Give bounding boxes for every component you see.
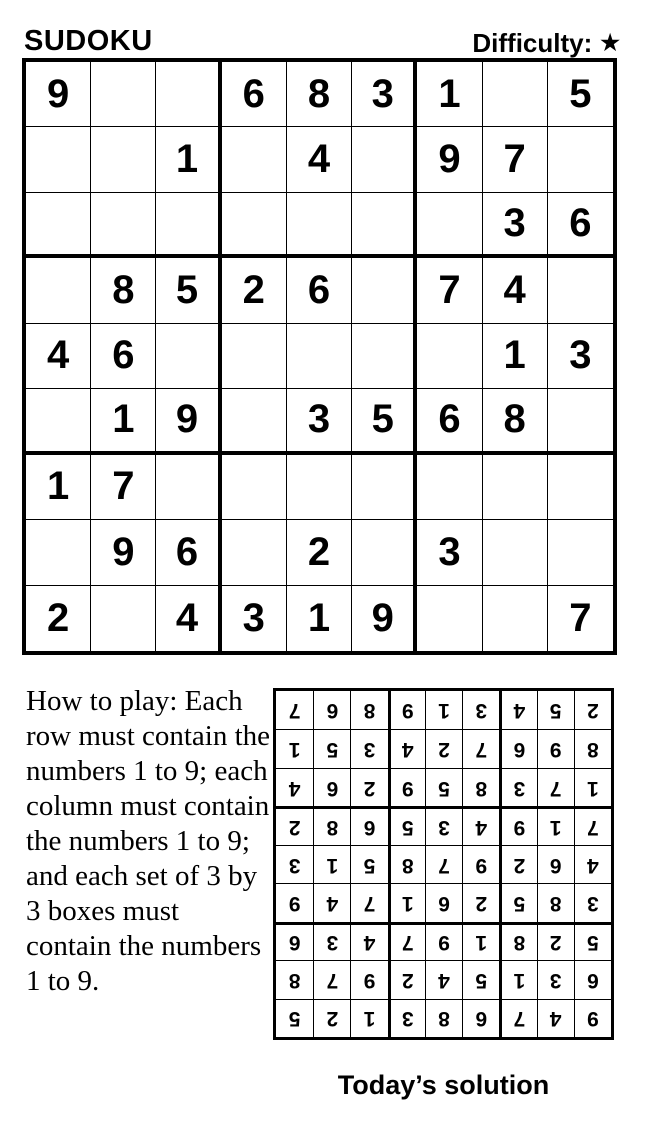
solution-cell-r9-c9: 7 [288, 699, 301, 723]
solution-cell-r6-c2: 1 [537, 806, 574, 844]
sudoku-cell-r4-c3[interactable]: 5 [156, 258, 221, 323]
sudoku-cell-r1-c8[interactable] [483, 62, 548, 127]
sudoku-cell-r7-c7[interactable] [417, 455, 482, 520]
solution-cell-r7-c3: 3 [499, 768, 536, 806]
sudoku-cell-r5-c4[interactable] [222, 324, 287, 389]
sudoku-cell-r5-c7[interactable] [417, 324, 482, 389]
how-to-play-text: How to play: Each row must contain the numbers 1 to 9; each column must contain the numbers 1 to 9; and each set of 3 by 3 boxes must contain the numbers 1 to 9. [26, 685, 271, 997]
sudoku-cell-r7-c2[interactable]: 7 [91, 455, 156, 520]
sudoku-cell-r6-c4[interactable] [222, 389, 287, 454]
sudoku-cell-r6-c8[interactable]: 8 [483, 389, 548, 454]
sudoku-cell-r6-c1[interactable] [26, 389, 91, 454]
sudoku-cell-r4-c2[interactable]: 8 [91, 258, 156, 323]
sudoku-cell-r7-c3[interactable] [156, 455, 221, 520]
solution-cell-r9-c8: 6 [313, 691, 350, 729]
solution-cell-r4-c4: 2 [462, 883, 499, 921]
sudoku-cell-r9-c6[interactable]: 9 [352, 586, 417, 651]
sudoku-cell-r4-c7[interactable]: 7 [417, 258, 482, 323]
sudoku-cell-r1-c9[interactable]: 5 [548, 62, 613, 127]
sudoku-cell-r9-c7[interactable] [417, 586, 482, 651]
sudoku-cell-r1-c7[interactable]: 1 [417, 62, 482, 127]
solution-cell-r9-c3: 4 [499, 691, 536, 729]
sudoku-cell-r9-c2[interactable] [91, 586, 156, 651]
solution-grid-rotated [273, 688, 614, 1040]
solution-cell-r6-c9: 2 [276, 806, 313, 844]
sudoku-cell-r1-c2[interactable] [91, 62, 156, 127]
solution-cell-r4-c3: 5 [499, 883, 536, 921]
solution-cell-r3-c9: 6 [276, 922, 313, 960]
sudoku-cell-r5-c3[interactable] [156, 324, 221, 389]
sudoku-cell-r2-c1[interactable] [26, 127, 91, 192]
solution-cell-r1-c3: 7 [499, 999, 536, 1037]
solution-cell-r9-c2: 5 [537, 691, 574, 729]
solution-cell-r4-c6: 1 [388, 883, 425, 921]
sudoku-cell-r2-c2[interactable] [91, 127, 156, 192]
solution-label: Today’s solution [337, 1070, 550, 1100]
solution-cell-r2-c5: 4 [425, 960, 462, 998]
sudoku-cell-r6-c2[interactable]: 1 [91, 389, 156, 454]
solution-cell-r7-c1: 1 [574, 768, 611, 806]
star-icon: ★ [600, 30, 620, 55]
sudoku-cell-r3-c5[interactable] [287, 193, 352, 258]
solution-cell-r6-c4: 4 [462, 806, 499, 844]
solution-cell-r8-c4: 7 [462, 729, 499, 767]
sudoku-cell-r1-c5[interactable]: 8 [287, 62, 352, 127]
solution-cell-r5-c8: 1 [313, 845, 350, 883]
solution-cell-r9-c1: 2 [574, 691, 611, 729]
solution-cell-r7-c2: 7 [537, 768, 574, 806]
solution-cell-r6-c5: 3 [425, 806, 462, 844]
sudoku-cell-r9-c8[interactable] [483, 586, 548, 651]
sudoku-cell-r9-c9[interactable]: 7 [569, 595, 592, 640]
solution-cell-r1-c7: 1 [350, 999, 387, 1037]
sudoku-cell-r1-c3[interactable] [156, 62, 221, 127]
solution-cell-r2-c8: 7 [313, 960, 350, 998]
sudoku-cell-r3-c2[interactable] [91, 193, 156, 258]
solution-cell-r2-c1: 6 [574, 960, 611, 998]
sudoku-cell-r3-c3[interactable] [156, 193, 221, 258]
sudoku-cell-r5-c5[interactable] [287, 324, 352, 389]
solution-cell-r8-c5: 2 [425, 729, 462, 767]
sudoku-cell-r5-c9[interactable]: 3 [548, 324, 613, 389]
solution-cell-r6-c3: 9 [499, 806, 536, 844]
sudoku-cell-r8-c7[interactable]: 3 [417, 520, 482, 585]
sudoku-cell-r6-c5[interactable]: 3 [287, 389, 352, 454]
solution-cell-r8-c8: 5 [313, 729, 350, 767]
sudoku-cell-r9-c4[interactable]: 3 [222, 586, 287, 651]
sudoku-cell-r6-c7[interactable]: 6 [417, 389, 482, 454]
solution-cell-r2-c9: 8 [276, 960, 313, 998]
sudoku-cell-r2-c8[interactable]: 7 [483, 127, 548, 192]
solution-cell-r6-c8: 8 [313, 806, 350, 844]
solution-cell-r5-c6: 8 [388, 845, 425, 883]
solution-cell-r6-c1: 7 [574, 806, 611, 844]
solution-cell-r7-c6: 9 [388, 768, 425, 806]
solution-cell-r3-c6: 7 [388, 922, 425, 960]
solution-cell-r9-c5: 1 [425, 691, 462, 729]
sudoku-cell-r6-c6[interactable]: 5 [352, 389, 417, 454]
solution-cell-r4-c2: 8 [537, 883, 574, 921]
sudoku-cell-r9-c3[interactable]: 4 [156, 586, 221, 651]
sudoku-cell-r9-c1[interactable]: 2 [26, 586, 91, 651]
sudoku-cell-r6-c3[interactable]: 9 [156, 389, 221, 454]
sudoku-cell-r4-c4[interactable]: 2 [222, 258, 287, 323]
sudoku-cell-r2-c9[interactable] [548, 127, 613, 192]
solution-cell-r3-c5: 9 [425, 922, 462, 960]
sudoku-cell-r4-c9[interactable] [548, 258, 613, 323]
sudoku-cell-r8-c5[interactable]: 2 [287, 520, 352, 585]
solution-cell-r3-c3: 8 [499, 922, 536, 960]
solution-cell-r7-c9: 4 [276, 768, 313, 806]
sudoku-cell-r4-c8[interactable]: 4 [483, 258, 548, 323]
solution-grid [273, 688, 614, 1040]
solution-cell-r4-c9: 9 [276, 883, 313, 921]
sudoku-cell-r5-c2[interactable]: 6 [91, 324, 156, 389]
solution-cell-r3-c4: 1 [462, 922, 499, 960]
solution-cell-r6-c7: 6 [350, 806, 387, 844]
sudoku-cell-r7-c9[interactable] [548, 455, 613, 520]
difficulty-rating [472, 27, 620, 59]
solution-cell-r5-c4: 9 [462, 845, 499, 883]
solution-cell-r9-c6: 9 [388, 691, 425, 729]
solution-cell-r2-c6: 2 [388, 960, 425, 998]
sudoku-cell-r6-c9[interactable] [548, 389, 613, 454]
sudoku-cell-r3-c4[interactable] [222, 193, 287, 258]
sudoku-cell-r1-c6[interactable]: 3 [352, 62, 417, 127]
solution-cell-r9-c4: 3 [462, 691, 499, 729]
solution-cell-r5-c3: 2 [499, 845, 536, 883]
solution-cell-r9-c7: 8 [350, 691, 387, 729]
sudoku-cell-r1-c4[interactable]: 6 [222, 62, 287, 127]
solution-cell-r8-c3: 6 [499, 729, 536, 767]
solution-cell-r4-c1: 3 [574, 883, 611, 921]
sudoku-cell-r1-c1[interactable]: 9 [26, 62, 91, 127]
solution-cell-r7-c4: 8 [462, 768, 499, 806]
sudoku-cell-r8-c6[interactable] [352, 520, 417, 585]
sudoku-cell-r2-c6[interactable] [352, 127, 417, 192]
solution-cell-r1-c4: 6 [462, 999, 499, 1037]
solution-cell-r3-c8: 3 [313, 922, 350, 960]
sudoku-cell-r7-c4[interactable] [222, 455, 287, 520]
puzzle-title: SUDOKU [24, 25, 153, 57]
solution-cell-r8-c2: 9 [537, 729, 574, 767]
solution-cell-r5-c1: 4 [574, 845, 611, 883]
solution-cell-r2-c3: 1 [499, 960, 536, 998]
sudoku-cell-r7-c1[interactable]: 1 [26, 455, 91, 520]
solution-cell-r1-c9: 5 [276, 999, 313, 1037]
sudoku-cell-r8-c9[interactable] [548, 520, 613, 585]
solution-cell-r1-c5: 8 [425, 999, 462, 1037]
sudoku-cell-r7-c8[interactable] [483, 455, 548, 520]
sudoku-cell-r8-c1[interactable] [26, 520, 91, 585]
solution-cell-r1-c2: 4 [537, 999, 574, 1037]
sudoku-cell-r8-c4[interactable] [222, 520, 287, 585]
difficulty-label: Difficulty: [472, 28, 593, 58]
solution-cell-r8-c1: 8 [574, 729, 611, 767]
solution-cell-r7-c5: 5 [425, 768, 462, 806]
solution-cell-r8-c9: 1 [276, 729, 313, 767]
sudoku-cell-r4-c6[interactable] [352, 258, 417, 323]
solution-cell-r3-c1: 5 [574, 922, 611, 960]
sudoku-cell-r4-c5[interactable]: 6 [287, 258, 352, 323]
sudoku-cell-r5-c6[interactable] [352, 324, 417, 389]
solution-cell-r4-c7: 7 [350, 883, 387, 921]
sudoku-cell-r9-c5[interactable]: 1 [287, 586, 352, 651]
sudoku-cell-r8-c3[interactable]: 6 [156, 520, 221, 585]
solution-cell-r4-c5: 6 [425, 883, 462, 921]
sudoku-cell-r4-c1[interactable] [26, 258, 91, 323]
solution-cell-r6-c6: 5 [388, 806, 425, 844]
sudoku-cell-r3-c7[interactable] [417, 193, 482, 258]
solution-cell-r7-c7: 2 [350, 768, 387, 806]
sudoku-cell-r2-c4[interactable] [222, 127, 287, 192]
solution-cell-r2-c4: 5 [462, 960, 499, 998]
solution-cell-r1-c8: 2 [313, 999, 350, 1037]
solution-cell-r5-c7: 5 [350, 845, 387, 883]
solution-cell-r1-c1: 9 [574, 999, 611, 1037]
solution-cell-r5-c2: 6 [537, 845, 574, 883]
solution-cell-r4-c8: 4 [313, 883, 350, 921]
solution-cell-r8-c7: 3 [350, 729, 387, 767]
solution-cell-r5-c5: 7 [425, 845, 462, 883]
sudoku-cell-r8-c8[interactable] [483, 520, 548, 585]
sudoku-cell-r3-c8[interactable]: 3 [483, 193, 548, 258]
sudoku-cell-r7-c5[interactable] [287, 455, 352, 520]
solution-cell-r5-c9: 3 [276, 845, 313, 883]
sudoku-cell-r2-c7[interactable]: 9 [417, 127, 482, 192]
sudoku-cell-r3-c1[interactable] [26, 193, 91, 258]
sudoku-cell-r3-c6[interactable] [352, 193, 417, 258]
solution-cell-r1-c6: 3 [388, 999, 425, 1037]
sudoku-cell-r7-c6[interactable] [352, 455, 417, 520]
sudoku-grid [22, 58, 617, 655]
solution-cell-r3-c7: 4 [350, 922, 387, 960]
solution-cell-r3-c2: 2 [537, 922, 574, 960]
sudoku-cell-r2-c5[interactable]: 4 [287, 127, 352, 192]
solution-cell-r7-c8: 6 [313, 768, 350, 806]
sudoku-cell-r5-c1[interactable]: 4 [26, 324, 91, 389]
sudoku-cell-r3-c9[interactable]: 6 [548, 193, 613, 258]
solution-cell-r2-c2: 3 [537, 960, 574, 998]
sudoku-cell-r5-c8[interactable]: 1 [483, 324, 548, 389]
sudoku-cell-r2-c3[interactable]: 1 [156, 127, 221, 192]
solution-cell-r8-c6: 4 [388, 729, 425, 767]
solution-cell-r2-c7: 9 [350, 960, 387, 998]
sudoku-cell-r8-c2[interactable]: 9 [91, 520, 156, 585]
